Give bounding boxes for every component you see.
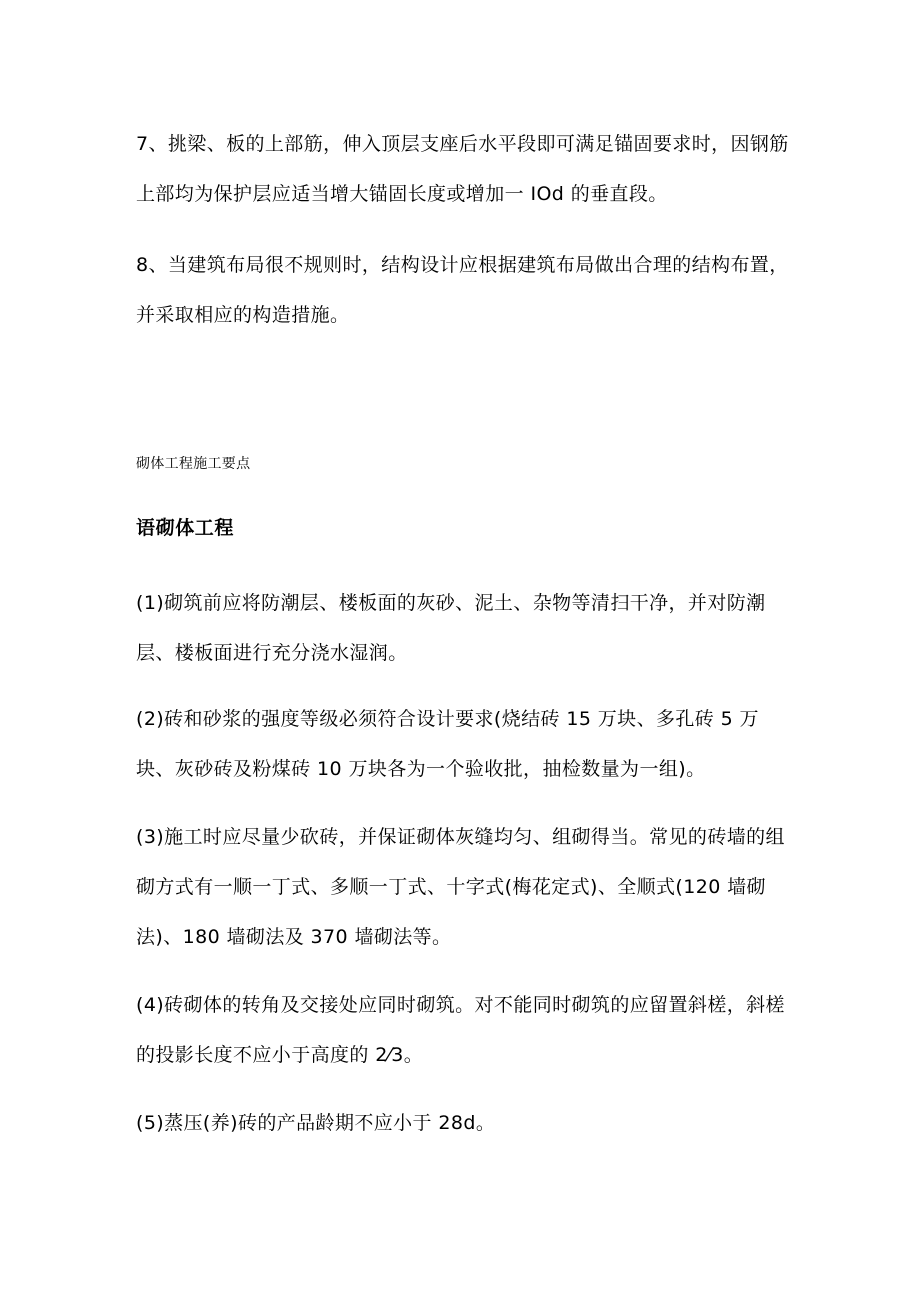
section-title: 砌体工程施工要点 xyxy=(136,456,251,472)
list-item-4: (4)砖砌体的转角及交接处应同时砌筑。对不能同时砌筑的应留置斜槎，斜槎的投影长度不应小于高度的 2⁄3。 xyxy=(136,994,785,1066)
section-heading: 语砌体工程 xyxy=(136,517,235,539)
list-item-1: (1)砌筑前应将防潮层、楼板面的灰砂、泥土、杂物等清扫干净，并对防潮层、楼板面进行充分浇水湿润。 xyxy=(136,592,766,664)
paragraph-item-8: 8、当建筑布局很不规则时，结构设计应根据建筑布局做出合理的结构布置，并采取相应的构造措施。 xyxy=(136,254,789,326)
paragraph-item-7: 7、挑梁、板的上部筋，伸入顶层支座后水平段即可满足锚固要求时，因钢筋上部均为保护层应适当增大锚固长度或增加一 IOd 的垂直段。 xyxy=(136,133,789,205)
list-item-5: (5)蒸压(养)砖的产品龄期不应小于 28d。 xyxy=(136,1112,496,1134)
list-item-3: (3)施工时应尽量少砍砖，并保证砌体灰缝均匀、组砌得当。常见的砖墙的组砌方式有一顺一丁式、多顺一丁式、十字式(梅花定式)、全顺式(120 墙砌法)、180 墙砌法及 370 墙砌法等。 xyxy=(136,826,785,948)
list-item-2: (2)砖和砂浆的强度等级必须符合设计要求(烧结砖 15 万块、多孔砖 5 万块、灰砂砖及粉煤砖 10 万块各为一个验收批，抽检数量为一组)。 xyxy=(136,708,759,780)
